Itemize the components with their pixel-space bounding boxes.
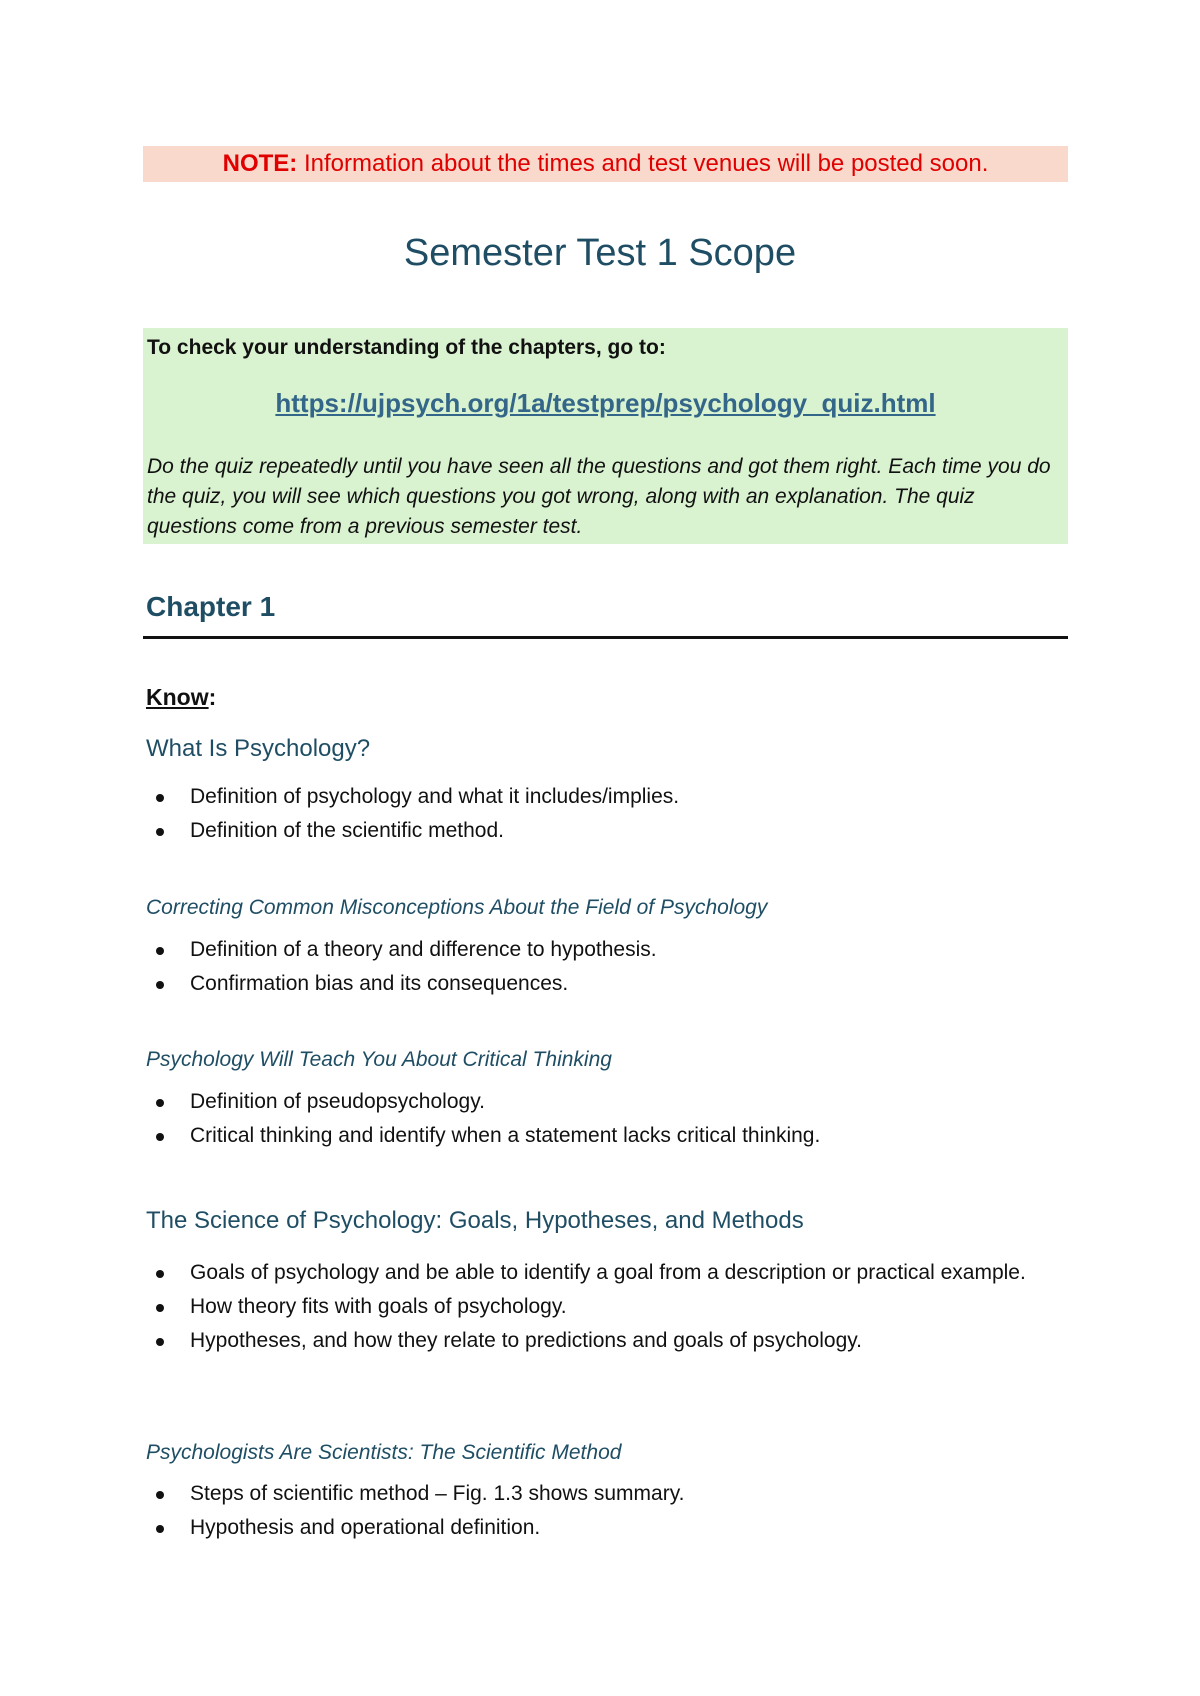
list-item: Definition of psychology and what it includes/implies. — [146, 780, 1046, 814]
note-text: Information about the times and test venues will be posted soon. — [297, 150, 989, 177]
section-title: Correcting Common Misconceptions About the Field of Psychology — [146, 896, 768, 919]
section-list — [146, 1256, 1046, 1358]
list-item: Steps of scientific method – Fig. 1.3 shows summary. — [146, 1477, 1046, 1511]
section-title: What Is Psychology? — [146, 735, 371, 762]
know-label-text: Know — [146, 684, 209, 710]
section-list — [146, 780, 1046, 848]
list-item: Definition of pseudopsychology. — [146, 1085, 1046, 1119]
chapter-heading: Chapter 1 — [146, 591, 276, 622]
quiz-instructions: Do the quiz repeatedly until you have seen all the questions and got them right. Each time you do the quiz, you will see which questions you got wrong, along with an explanation. The quiz questions come from a previous semester test. — [147, 455, 1051, 538]
section-list — [146, 1085, 1046, 1153]
list-item: Definition of the scientific method. — [146, 814, 1046, 848]
note-banner — [143, 146, 1068, 182]
know-label — [146, 684, 216, 711]
section-title: Psychologists Are Scientists: The Scientific Method — [146, 1441, 622, 1464]
chapter-divider — [143, 636, 1068, 639]
list-item: Confirmation bias and its consequences. — [146, 967, 1046, 1001]
quiz-intro: To check your understanding of the chapters, go to: — [147, 336, 666, 359]
list-item: How theory fits with goals of psychology. — [146, 1290, 1046, 1324]
quiz-link[interactable]: https://ujpsych.org/1a/testprep/psychology_quiz.html — [275, 388, 936, 418]
section-title: The Science of Psychology: Goals, Hypotheses, and Methods — [146, 1207, 804, 1234]
section-title: Psychology Will Teach You About Critical Thinking — [146, 1048, 612, 1071]
list-item: Definition of a theory and difference to hypothesis. — [146, 933, 1046, 967]
know-label-colon: : — [208, 684, 217, 710]
section-list — [146, 933, 1046, 1001]
note-label: NOTE: — [222, 150, 298, 177]
quiz-callout — [143, 328, 1068, 544]
list-item: Goals of psychology and be able to identify a goal from a description or practical example. — [146, 1256, 1046, 1290]
page-title: Semester Test 1 Scope — [403, 232, 797, 274]
list-item: Critical thinking and identify when a statement lacks critical thinking. — [146, 1119, 1046, 1153]
list-item: Hypothesis and operational definition. — [146, 1511, 1046, 1545]
list-item: Hypotheses, and how they relate to predictions and goals of psychology. — [146, 1324, 1046, 1358]
section-list — [146, 1477, 1046, 1545]
